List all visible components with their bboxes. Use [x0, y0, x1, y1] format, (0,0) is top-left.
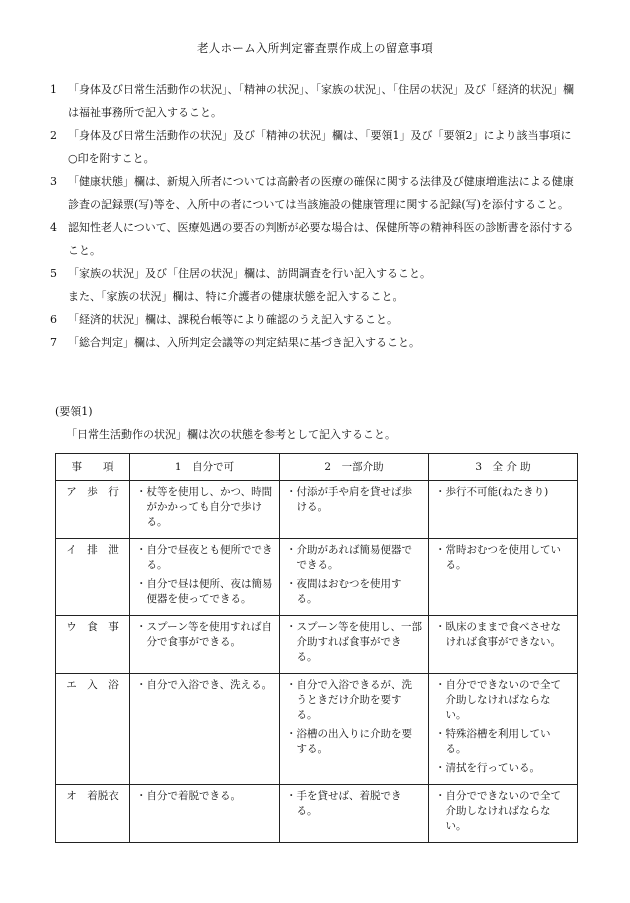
- cell-c2: [280, 481, 429, 539]
- cell-bullet: [435, 620, 571, 650]
- cell-c3: [429, 616, 578, 674]
- bullet-mark: ・: [286, 544, 297, 556]
- bullet-mark: ・: [286, 486, 297, 498]
- note-text: 「家族の状況」及び「住居の状況」欄は、訪問調査を行い記入すること。: [68, 267, 431, 280]
- bullet-text: 夜間はおむつを使用する。: [296, 578, 402, 605]
- cell-c1: [130, 539, 280, 616]
- bullet-mark: ・: [136, 544, 147, 556]
- note-item: [50, 170, 580, 216]
- cell-bullet: [286, 727, 422, 757]
- cell-c1: [130, 674, 280, 785]
- table-row: [56, 481, 578, 539]
- cell-c1: [130, 616, 280, 674]
- bullet-mark: ・: [286, 578, 297, 590]
- note-text: 「身体及び日常生活動作の状況」、「精神の状況」、「家族の状況」、「住居の状況」及び「経済的状況」欄は福祉事務所で記入すること。: [68, 83, 574, 119]
- table-row: [56, 785, 578, 843]
- row-item-label: エ 入 浴: [56, 674, 130, 785]
- bullet-text: 歩行不可能(ねたきり): [445, 486, 549, 498]
- note-number: 4: [50, 221, 57, 234]
- bullet-mark: ・: [435, 621, 446, 633]
- yoryo-intro: 「日常生活動作の状況」欄は次の状態を参考として記入すること。: [66, 428, 396, 441]
- cell-bullet: [136, 485, 273, 530]
- cell-c3: [429, 674, 578, 785]
- bullet-text: 介助があれば簡易便器でできる。: [296, 544, 412, 571]
- note-number: 3: [50, 175, 57, 188]
- bullet-text: スプーン等を使用し、一部介助すれば食事ができる。: [296, 621, 422, 663]
- cell-c3: [429, 539, 578, 616]
- note-item: [50, 331, 580, 354]
- note-text: 「身体及び日常生活動作の状況」及び「精神の状況」欄は、「要領1」及び「要領2」により該当事項に○印を附すこと。: [68, 129, 572, 165]
- bullet-mark: ・: [435, 544, 446, 556]
- bullet-mark: ・: [286, 621, 297, 633]
- bullet-text: 自分でできないので全て介助しなければならない。: [445, 679, 561, 721]
- bullet-text: 自分で入浴できるが、洗うときだけ介助を要する。: [296, 679, 412, 721]
- bullet-mark: ・: [435, 762, 446, 774]
- cell-bullet: [286, 678, 422, 723]
- bullet-text: 自分で昼は便所、夜は簡易便器を使ってできる。: [146, 578, 273, 605]
- note-item: [50, 124, 580, 170]
- bullet-mark: ・: [435, 679, 446, 691]
- note-continuation: また、「家族の状況」欄は、特に介護者の健康状態を記入すること。: [68, 290, 404, 303]
- cell-bullet: [286, 789, 422, 819]
- table-row: [56, 674, 578, 785]
- bullet-mark: ・: [136, 486, 147, 498]
- bullet-text: 常時おむつを使用している。: [445, 544, 561, 571]
- table-header-row: [56, 454, 578, 481]
- header-self: 1 自分で可: [130, 454, 280, 481]
- cell-bullet: [136, 543, 273, 573]
- note-text: 「総合判定」欄は、入所判定会議等の判定結果に基づき記入すること。: [68, 336, 420, 349]
- bullet-mark: ・: [136, 621, 147, 633]
- row-item-label: オ 着脱衣: [56, 785, 130, 843]
- cell-bullet: [435, 761, 571, 776]
- bullet-mark: ・: [286, 728, 297, 740]
- cell-c3: [429, 785, 578, 843]
- header-partial: 2 一部介助: [280, 454, 429, 481]
- cell-bullet: [435, 789, 571, 834]
- bullet-text: 自分で入浴でき、洗える。: [146, 679, 273, 691]
- yoryo-heading: (要領1): [55, 405, 93, 418]
- header-full: 3 全 介 助: [429, 454, 578, 481]
- cell-c1: [130, 481, 280, 539]
- cell-bullet: [286, 485, 422, 515]
- cell-bullet: [435, 485, 571, 500]
- bullet-text: 自分でできないので全て介助しなければならない。: [445, 790, 561, 832]
- note-number: 1: [50, 83, 57, 96]
- note-text: 認知性老人について、医療処遇の要否の判断が必要な場合は、保健所等の精神科医の診断書を添付すること。: [68, 221, 574, 257]
- bullet-text: スプーン等を使用すれば自分で食事ができる。: [146, 621, 272, 648]
- bullet-text: 臥床のままで食べさせなければ食事ができない。: [445, 621, 561, 648]
- cell-bullet: [136, 620, 273, 650]
- note-number: 7: [50, 336, 57, 349]
- bullet-text: 手を貸せば、着脱できる。: [296, 790, 402, 817]
- cell-c1: [130, 785, 280, 843]
- notes-list: [50, 78, 580, 354]
- bullet-mark: ・: [136, 578, 147, 590]
- note-text: 「経済的状況」欄は、課税台帳等により確認のうえ記入すること。: [68, 313, 398, 326]
- note-number: 2: [50, 129, 57, 142]
- header-item: 事 項: [56, 454, 130, 481]
- note-item: [50, 308, 580, 331]
- row-item-label: イ 排 泄: [56, 539, 130, 616]
- cell-c2: [280, 616, 429, 674]
- cell-bullet: [136, 678, 273, 693]
- document-title: 老人ホーム入所判定審査票作成上の留意事項: [197, 41, 433, 55]
- bullet-text: 特殊浴槽を利用している。: [445, 728, 551, 755]
- cell-c2: [280, 674, 429, 785]
- note-item: [50, 216, 580, 262]
- adl-table: [55, 453, 578, 843]
- bullet-mark: ・: [286, 790, 297, 802]
- cell-bullet: [136, 789, 273, 804]
- bullet-mark: ・: [435, 728, 446, 740]
- note-item: [50, 262, 580, 285]
- note-text: 「健康状態」欄は、新規入所者については高齢者の医療の確保に関する法律及び健康増進法による健康診査の記録票(写)等を、入所中の者については当該施設の健康管理に関する記録(写)を添付すること。: [68, 175, 574, 211]
- note-item: [50, 78, 580, 124]
- bullet-text: 清拭を行っている。: [445, 762, 540, 774]
- bullet-mark: ・: [435, 790, 446, 802]
- cell-bullet: [286, 577, 422, 607]
- bullet-text: 自分で昼夜とも便所でできる。: [146, 544, 273, 571]
- bullet-mark: ・: [136, 790, 147, 802]
- table-row: [56, 616, 578, 674]
- table-row: [56, 539, 578, 616]
- bullet-mark: ・: [435, 486, 446, 498]
- row-item-label: ア 歩 行: [56, 481, 130, 539]
- cell-c2: [280, 785, 429, 843]
- cell-bullet: [286, 620, 422, 665]
- cell-bullet: [435, 678, 571, 723]
- bullet-text: 付添が手や肩を貸せば歩ける。: [296, 486, 412, 513]
- row-item-label: ウ 食 事: [56, 616, 130, 674]
- cell-bullet: [435, 727, 571, 757]
- cell-bullet: [286, 543, 422, 573]
- note-number: 5: [50, 267, 57, 280]
- note-number: 6: [50, 313, 57, 326]
- bullet-mark: ・: [286, 679, 297, 691]
- cell-c3: [429, 481, 578, 539]
- cell-bullet: [136, 577, 273, 607]
- bullet-text: 杖等を使用し、かつ、時間がかかっても自分で歩ける。: [146, 486, 273, 528]
- cell-c2: [280, 539, 429, 616]
- bullet-mark: ・: [136, 679, 147, 691]
- bullet-text: 浴槽の出入りに介助を要する。: [296, 728, 412, 755]
- cell-bullet: [435, 543, 571, 573]
- bullet-text: 自分で着脱できる。: [146, 790, 241, 802]
